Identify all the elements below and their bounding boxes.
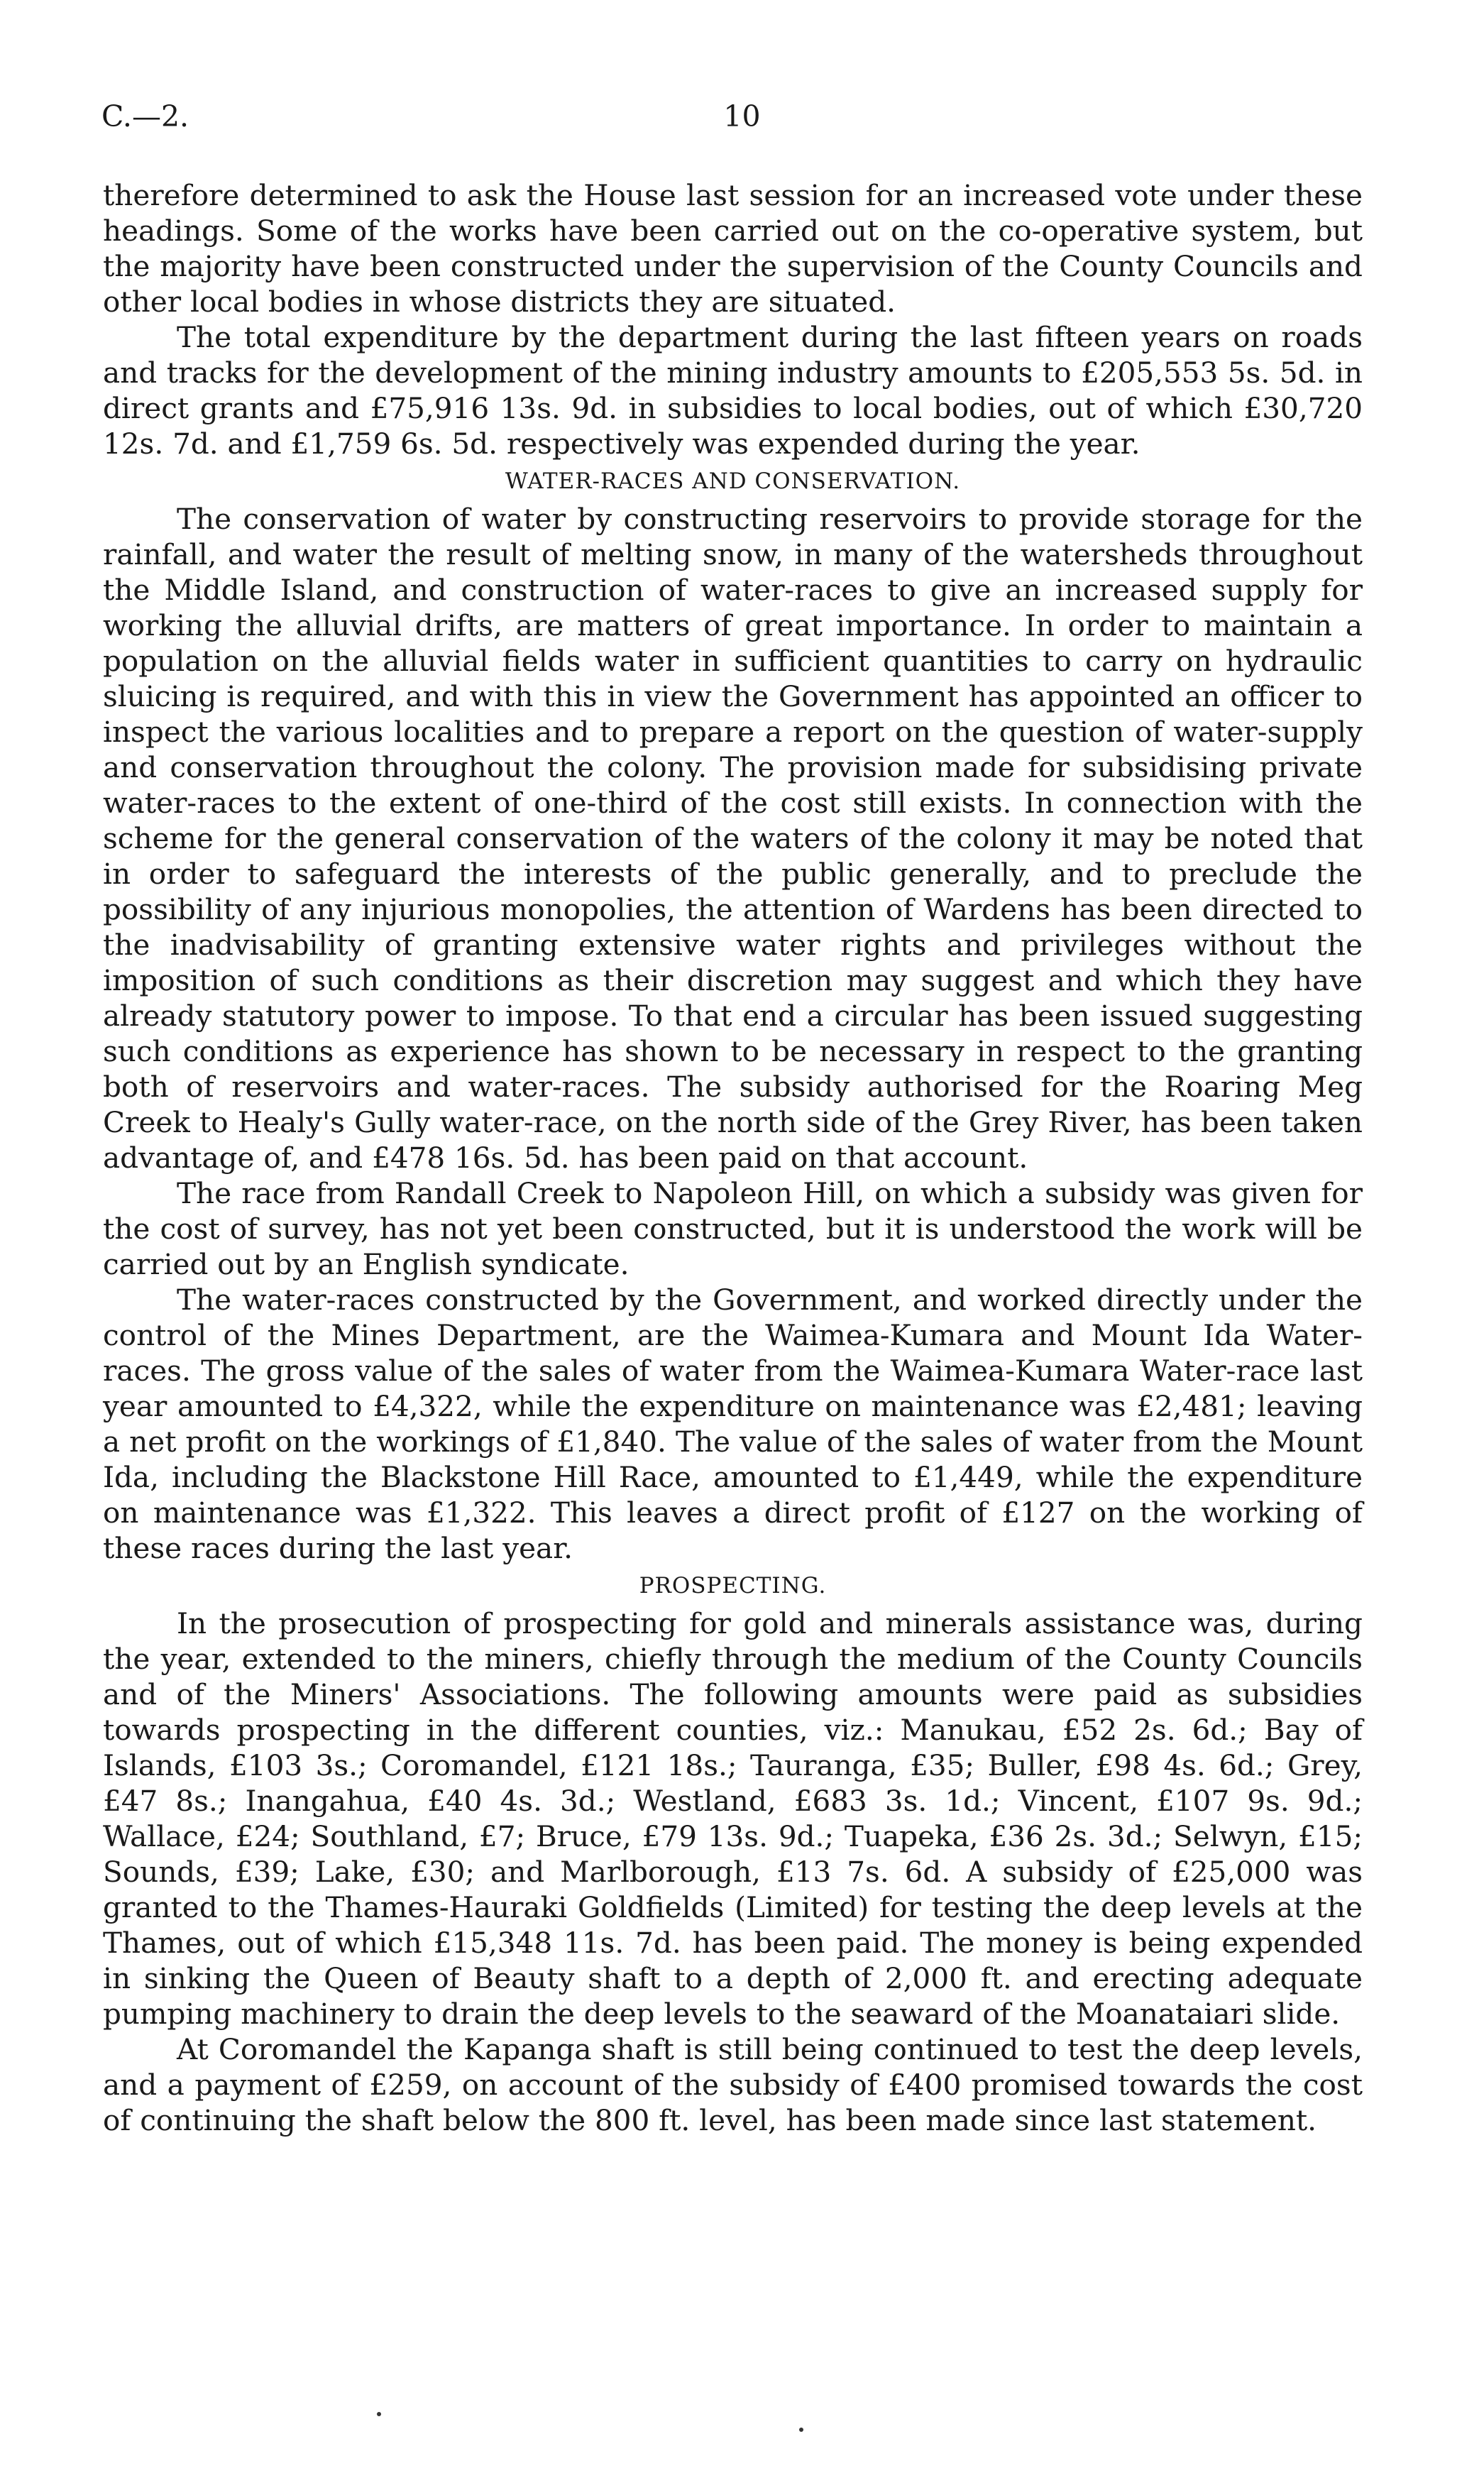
paragraph-government-races: The water-races constructed by the Government, and worked directly under the control of the Mines Department, are the Waimea-Kumara and Mount Ida Water-races. The gross value of the sales of water from the Waimea-Kumara Water-race last year amounted to £4,322, while the expenditure on maintenance was £2,481; leaving a net profit on the workings of £1,840. The value of the sales of water from the Mount Ida, including the Blackstone Hill Race, amounted to £1,449, while the expenditure on maintenance was £1,322. This leaves a direct profit of £127 on the working of these races during the last year.	[103, 1283, 1363, 1565]
document-reference: C.—2.	[101, 99, 189, 133]
page-header	[101, 99, 1383, 142]
paragraph-randall-creek: The race from Randall Creek to Napoleon Hill, on which a subsidy was given for the cost of survey, has not yet been constructed, but it is understood the work will be carried out by an English syndicate.	[103, 1176, 1363, 1281]
paragraph-roads-expenditure: The total expenditure by the department during the last fifteen years on roads and tracks for the development of the mining industry amounts to £205,553 5s. 5d. in direct grants and £75,916 13s. 9d. in subsidies to local bodies, out of which £30,720 12s. 7d. and £1,759 6s. 5d. respectively was expended during the year.	[103, 320, 1363, 461]
print-speck	[799, 2428, 803, 2432]
page-number: 10	[723, 99, 761, 133]
print-speck	[377, 2412, 381, 2416]
paragraph-continuation: therefore determined to ask the House last session for an increased vote under these headings. Some of the works have been carried out on the co-operative system, but the majority have been constructed under the supervision of the County Councils and other local bodies in whose districts they are situated.	[103, 178, 1363, 319]
page-body	[103, 177, 1363, 2138]
paragraph-prospecting-subsidies: In the prosecution of prospecting for gold and minerals assistance was, during the year, extended to the miners, chiefly through the medium of the County Councils and of the Miners' Associations. The following amounts were paid as subsidies towards prospecting in the different counties, viz.: Manukau, £52 2s. 6d.; Bay of Islands, £103 3s.; Coromandel, £121 18s.; Tauranga, £35; Buller, £98 4s. 6d.; Grey, £47 8s.; Inangahua, £40 4s. 3d.; Westland, £683 3s. 1d.; Vincent, £107 9s. 9d.; Wallace, £24; Southland, £7; Bruce, £79 13s. 9d.; Tuapeka, £36 2s. 3d.; Selwyn, £15; Sounds, £39; Lake, £30; and Marlborough, £13 7s. 6d. A subsidy of £25,000 was granted to the Thames-Hauraki Goldfields (Limited) for testing the deep levels at the Thames, out of which £15,348 11s. 7d. has been paid. The money is being expended in sinking the Queen of Beauty shaft to a depth of 2,000 ft. and erecting adequate pumping machinery to drain the deep levels to the seaward of the Moanataiari slide.	[103, 1606, 1363, 2031]
section-heading-water-races: WATER-RACES AND CONSERVATION.	[505, 468, 961, 494]
section-heading-prospecting: PROSPECTING.	[639, 1573, 827, 1599]
paragraph-coromandel-kapanga: At Coromandel the Kapanga shaft is still being continued to test the deep levels, and a payment of £259, on account of the subsidy of £400 promised towards the cost of continuing the shaft below the 800 ft. level, has been made since last statement.	[103, 2032, 1363, 2137]
paragraph-water-conservation: The conservation of water by constructing reservoirs to provide storage for the rainfall, and water the result of melting snow, in many of the watersheds throughout the Middle Island, and construction of water-races to give an increased supply for working the alluvial drifts, are matters of great importance. In order to maintain a population on the alluvial fields water in sufficient quantities to carry on hydraulic sluicing is required, and with this in view the Government has appointed an officer to inspect the various localities and to prepare a report on the question of water-supply and conservation throughout the colony. The provision made for subsidising private water-races to the extent of one-third of the cost still exists. In connection with the scheme for the general conservation of the waters of the colony it may be noted that in order to safeguard the interests of the public generally, and to preclude the possibility of any injurious monopolies, the attention of Wardens has been directed to the inadvisability of granting extensive water rights and privileges without the imposition of such conditions as their discretion may suggest and which they have already statutory power to impose. To that end a circular has been issued suggesting such conditions as experience has shown to be necessary in respect to the granting both of reservoirs and water-races. The subsidy authorised for the Roaring Meg Creek to Healy's Gully water-race, on the north side of the Grey River, has been taken advantage of, and £478 16s. 5d. has been paid on that account.	[103, 502, 1363, 1175]
